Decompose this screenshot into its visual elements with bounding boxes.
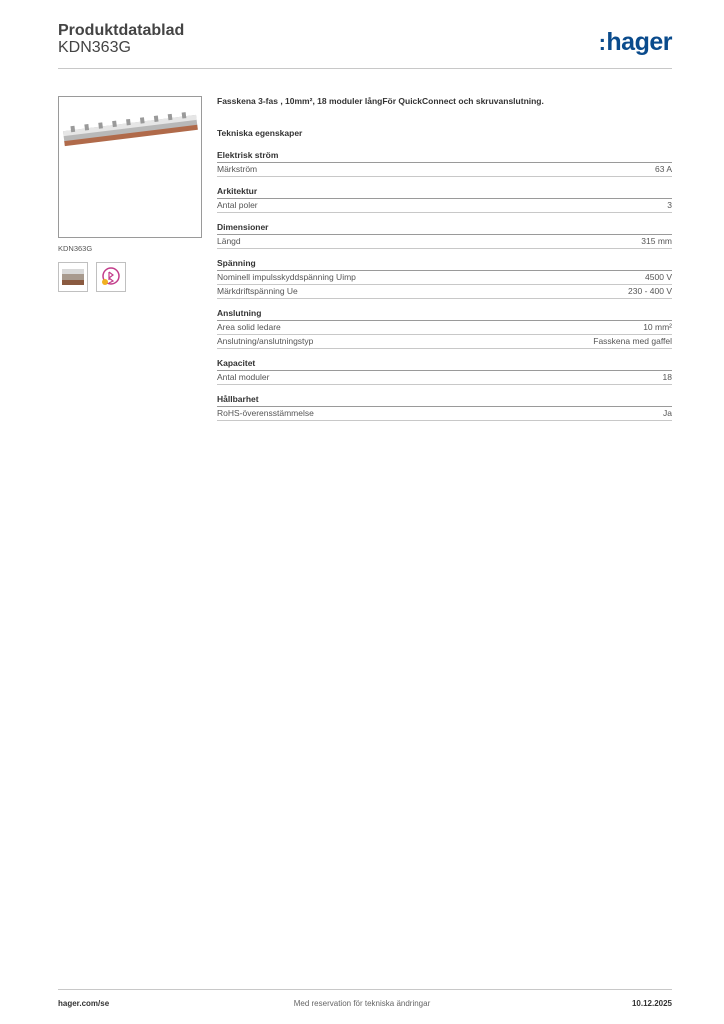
spec-label: Märkström	[217, 164, 258, 174]
spec-value: 3	[667, 200, 672, 210]
section-title: Arkitektur	[217, 186, 672, 199]
section-title: Hållbarhet	[217, 394, 672, 407]
spec-label: RoHS-överensstämmelse	[217, 408, 314, 418]
product-code: KDN363G	[58, 39, 131, 56]
spec-section	[217, 222, 672, 249]
section-title: Elektrisk ström	[217, 150, 672, 163]
footer-note: Med reservation för tekniska ändringar	[293, 999, 431, 1008]
section-title: Dimensioner	[217, 222, 672, 235]
thumbnail-badge[interactable]	[96, 262, 126, 292]
spec-value: 18	[662, 372, 672, 382]
spec-row	[217, 235, 672, 249]
spec-section	[217, 394, 672, 421]
section-title: Anslutning	[217, 308, 672, 321]
spec-row	[217, 407, 672, 421]
spec-label: Area solid ledare	[217, 322, 281, 332]
page-title: Produktdatablad	[58, 22, 185, 39]
spec-section	[217, 308, 672, 349]
product-image-caption: KDN363G	[58, 244, 93, 253]
bluetooth-badge-icon	[97, 263, 125, 291]
spec-value: Ja	[663, 408, 672, 418]
spec-value: 315 mm	[641, 236, 672, 246]
spec-label: Antal poler	[217, 200, 258, 210]
spec-section	[217, 358, 672, 385]
footer-divider	[58, 989, 672, 990]
spec-row	[217, 371, 672, 385]
spec-label: Nominell impulsskyddspänning Uimp	[217, 272, 356, 282]
spec-section	[217, 186, 672, 213]
spec-row	[217, 271, 672, 285]
header-divider	[58, 68, 672, 69]
section-title: Spänning	[217, 258, 672, 271]
spec-label: Anslutning/anslutningstyp	[217, 336, 314, 346]
footer-date: 10.12.2025	[631, 999, 672, 1008]
spec-row	[217, 199, 672, 213]
spec-section	[217, 150, 672, 177]
spec-value: 10 mm²	[643, 322, 672, 332]
spec-row	[217, 285, 672, 299]
spec-row	[217, 321, 672, 335]
spec-value: 230 - 400 V	[628, 286, 672, 296]
specifications-panel	[217, 96, 672, 430]
product-image	[58, 96, 202, 238]
footer-website-link[interactable]: hager.com/se	[58, 999, 110, 1008]
technical-heading: Tekniska egenskaper	[217, 128, 303, 138]
spec-row	[217, 163, 672, 177]
spec-section	[217, 258, 672, 299]
product-description: Fasskena 3-fas , 10mm², 18 moduler långFör QuickConnect och skruvanslutning.	[217, 96, 544, 106]
spec-label: Antal moduler	[217, 372, 270, 382]
spec-label: Längd	[217, 236, 241, 246]
spec-value: 4500 V	[645, 272, 672, 282]
logo-dots-icon: :	[598, 30, 606, 55]
thumbnail-busbar[interactable]	[58, 262, 88, 292]
spec-value: Fasskena med gaffel	[593, 336, 672, 346]
hager-logo	[599, 28, 672, 57]
spec-label: Märkdriftspänning Ue	[217, 286, 298, 296]
busbar-thumbnail-icon	[59, 263, 87, 291]
spec-row	[217, 335, 672, 349]
section-title: Kapacitet	[217, 358, 672, 371]
spec-value: 63 A	[654, 164, 672, 174]
busbar-photo-icon	[59, 97, 201, 237]
logo-text: hager	[606, 28, 672, 56]
